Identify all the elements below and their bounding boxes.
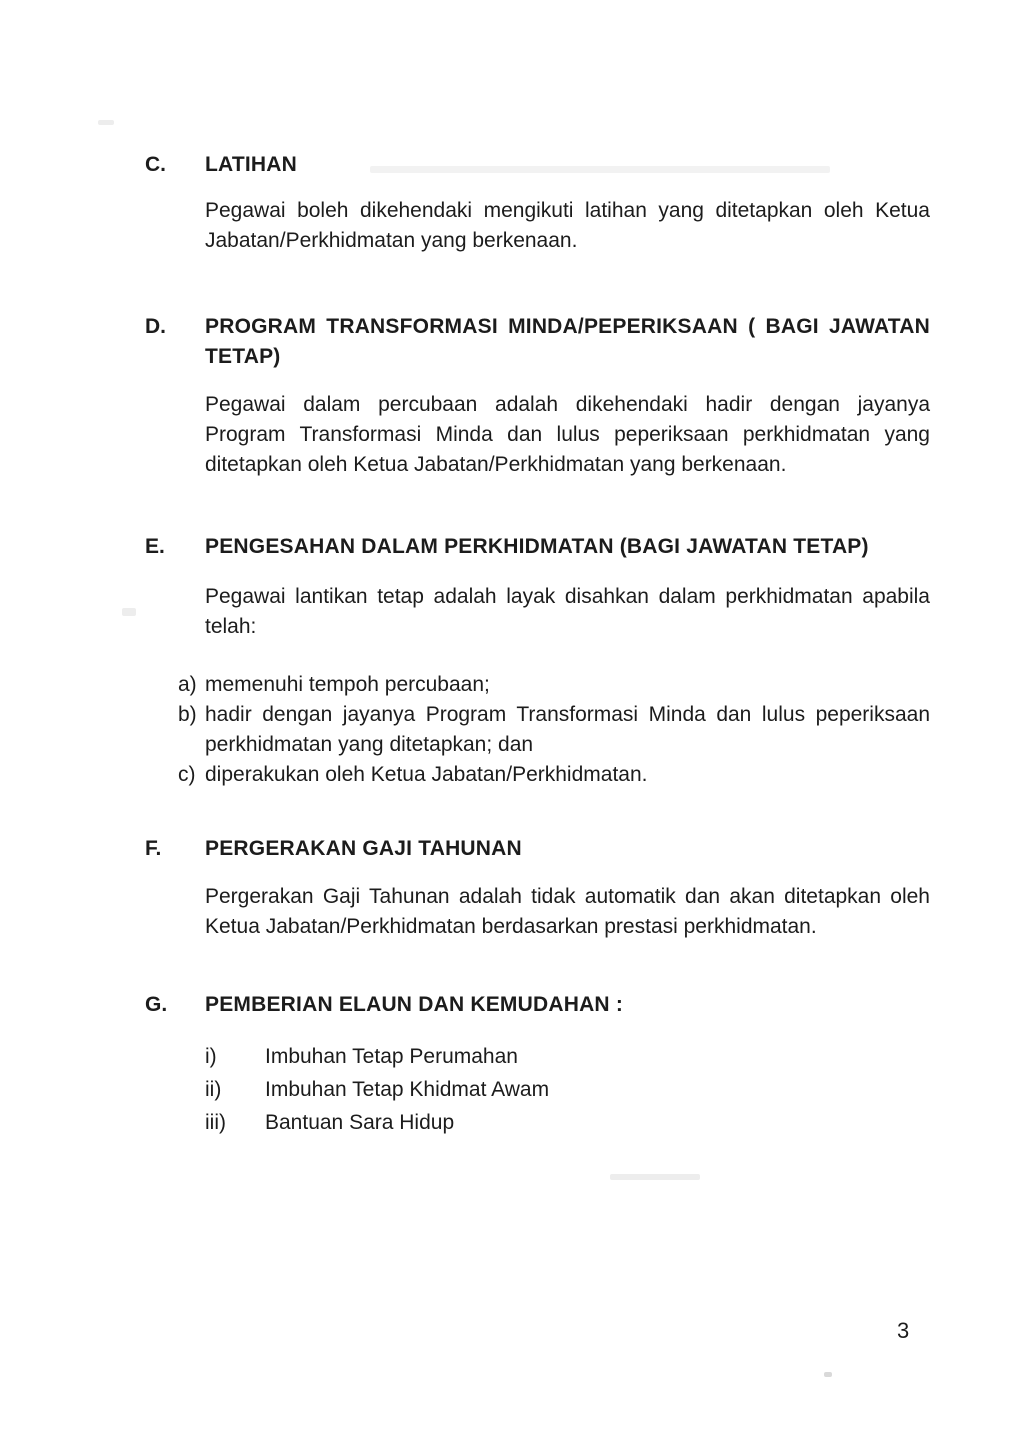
page-number: 3 xyxy=(897,1318,910,1343)
allowance-list xyxy=(205,1040,930,1139)
condition-list xyxy=(178,670,930,790)
scan-artifact xyxy=(122,608,136,616)
list-item-label: i) xyxy=(205,1045,217,1068)
list-item-text: Bantuan Sara Hidup xyxy=(265,1111,455,1134)
scan-artifact xyxy=(610,1174,700,1180)
section-pergerakan-gaji-tahunan xyxy=(145,834,930,942)
section-heading: PENGESAHAN DALAM PERKHIDMATAN (BAGI JAWATAN TETAP) xyxy=(205,535,869,558)
list-item-text: memenuhi tempoh percubaan; xyxy=(205,673,490,696)
section-pemberian-elaun-dan-kemudahan xyxy=(145,990,930,1139)
section-letter: E. xyxy=(145,535,165,558)
scan-artifact xyxy=(824,1372,832,1377)
section-letter: F. xyxy=(145,837,162,860)
list-item xyxy=(205,1106,930,1139)
list-item-label: b) xyxy=(178,703,197,726)
section-paragraph: Pegawai boleh dikehendaki mengikuti latihan yang ditetapkan oleh Ketua Jabatan/Perkhidmatan yang berkenaan. xyxy=(205,199,930,252)
section-paragraph: Pegawai dalam percubaan adalah dikehendaki hadir dengan jayanya Program Transformasi Minda dan lulus peperiksaan perkhidmatan yang ditetapkan oleh Ketua Jabatan/Perkhidmatan yang berkenaan. xyxy=(205,393,930,476)
scan-artifact xyxy=(98,120,114,125)
section-heading: LATIHAN xyxy=(205,153,297,176)
section-heading: PERGERAKAN GAJI TAHUNAN xyxy=(205,837,522,860)
list-item xyxy=(178,700,930,760)
section-program-transformasi-minda xyxy=(145,312,930,480)
list-item xyxy=(178,670,930,700)
list-item-text: hadir dengan jayanya Program Transformasi Minda dan lulus peperiksaan perkhidmatan yang ditetapkan; dan xyxy=(205,703,930,756)
section-pengesahan-dalam-perkhidmatan xyxy=(145,532,930,790)
section-heading: PROGRAM TRANSFORMASI MINDA/PEPERIKSAAN ( BAGI JAWATAN TETAP) xyxy=(205,315,930,368)
list-item-text: Imbuhan Tetap Perumahan xyxy=(265,1045,518,1068)
section-heading: PEMBERIAN ELAUN DAN KEMUDAHAN : xyxy=(205,993,624,1016)
list-item xyxy=(205,1040,930,1073)
section-paragraph: Pergerakan Gaji Tahunan adalah tidak automatik dan akan ditetapkan oleh Ketua Jabatan/Perkhidmatan berdasarkan prestasi perkhidmatan. xyxy=(205,885,930,938)
section-letter: G. xyxy=(145,993,168,1016)
list-item xyxy=(205,1073,930,1106)
section-letter: D. xyxy=(145,315,166,338)
list-item-label: iii) xyxy=(205,1111,226,1134)
list-item-label: ii) xyxy=(205,1078,222,1101)
list-item-text: Imbuhan Tetap Khidmat Awam xyxy=(265,1078,550,1101)
list-item-label: c) xyxy=(178,763,196,786)
scan-artifact xyxy=(370,166,830,173)
section-letter: C. xyxy=(145,153,166,176)
list-item-label: a) xyxy=(178,673,197,696)
list-item xyxy=(178,760,930,790)
section-paragraph: Pegawai lantikan tetap adalah layak disahkan dalam perkhidmatan apabila telah: xyxy=(205,585,930,638)
list-item-text: diperakukan oleh Ketua Jabatan/Perkhidmatan. xyxy=(205,763,648,786)
